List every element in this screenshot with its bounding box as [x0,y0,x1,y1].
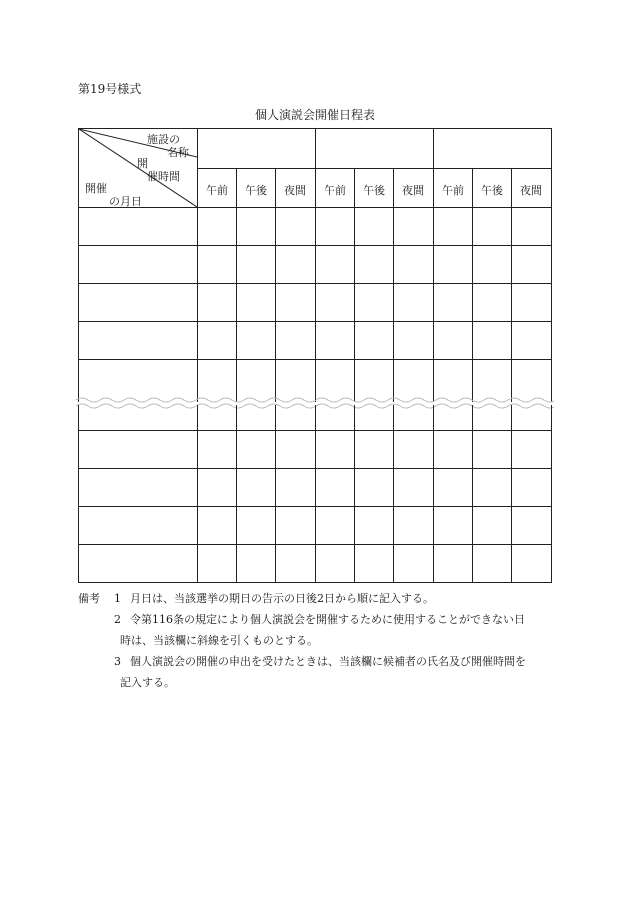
note-item-continued [78,630,558,651]
period-label-pm: 午後 [245,184,267,197]
header-diagonal-cell [79,129,197,207]
note-text: 時は、当該欄に斜線を引くものとする。 [120,634,318,647]
col-divider [315,405,316,582]
col-divider [275,405,276,582]
note-number: 2 [114,613,121,626]
header-date-line2: の月日 [109,195,142,208]
col-divider [236,405,237,582]
note-item [78,651,558,672]
page-title: 個人演説会開催日程表 [254,108,375,122]
col-divider [393,405,394,582]
period-label-am: 午前 [442,184,464,197]
col-divider [511,168,512,402]
note-text: 令第116条の規定により個人演説会を開催するために使用することができない日 [130,613,525,626]
note-number: 3 [114,655,121,668]
col-divider [315,129,316,402]
col-divider [197,405,198,582]
header-facility-line1: 施設の [147,133,180,146]
header-time-line2: 催時間 [147,170,180,183]
col-divider [393,168,394,402]
note-item [78,588,558,609]
note-text: 個人演説会の開催の申出を受けたときは、当該欄に候補者の氏名及び開催時間を [130,655,526,668]
col-divider [433,129,434,402]
schedule-table-bottom [78,405,552,583]
header-time-line1: 開 [137,157,148,170]
notes-label: 備考 [78,592,100,605]
period-label-night: 夜間 [520,184,542,197]
period-label-pm: 午後 [481,184,503,197]
col-divider [472,168,473,402]
col-divider [472,405,473,582]
col-divider [354,168,355,402]
period-label-pm: 午後 [363,184,385,197]
period-label-am: 午前 [206,184,228,197]
col-divider [354,405,355,582]
period-label-am: 午前 [324,184,346,197]
notes-section [78,588,558,693]
col-divider [433,405,434,582]
col-divider [275,168,276,402]
col-divider [197,129,198,402]
period-label-night: 夜間 [284,184,306,197]
facility-row-divider [197,168,551,169]
note-item-continued [78,672,558,693]
col-divider [236,168,237,402]
note-text: 記入する。 [120,676,175,689]
header-date-line1: 開催 [85,182,107,195]
note-number: 1 [114,592,121,605]
col-divider [511,405,512,582]
note-item [78,609,558,630]
note-text: 月日は、当該選挙の期日の告示の日後2日から順に記入する。 [130,592,434,605]
schedule-table-top [78,128,552,402]
header-facility-line2: 名称 [167,146,189,159]
form-number: 第19号様式 [78,82,142,96]
period-label-night: 夜間 [402,184,424,197]
